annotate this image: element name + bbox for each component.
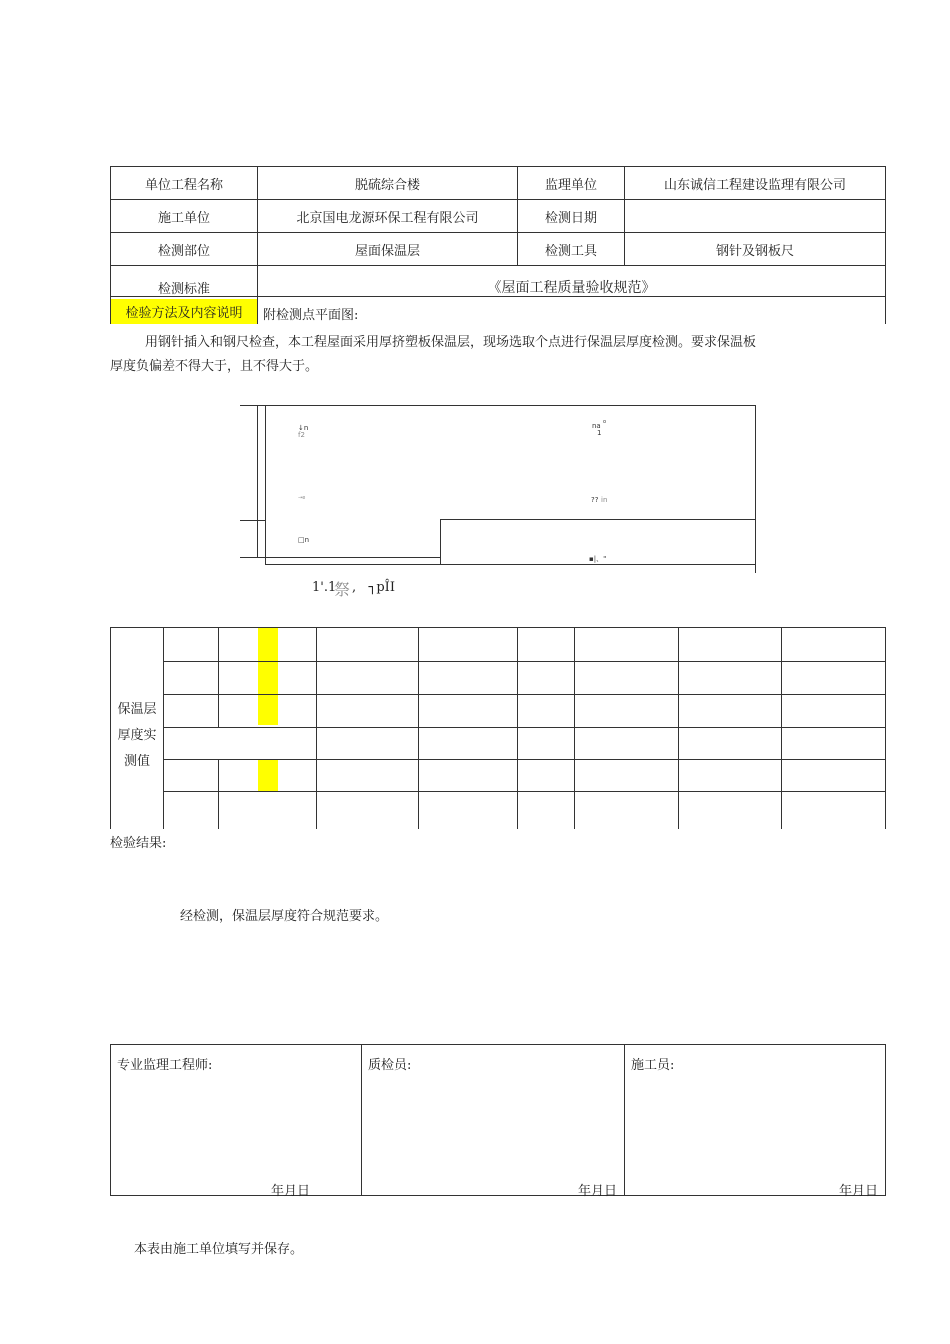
unit-project-value: 脱硫综合楼 <box>354 177 420 193</box>
standard-value: 《屋面工程质量验收规范》 <box>487 280 656 296</box>
plan-mark-bottom-left: □n <box>298 536 310 544</box>
engineer-date: 年月日 <box>271 1184 311 1199</box>
plan-mark-mid-right: ?? <box>591 496 599 504</box>
result-text: 经检测，保温层厚度符合规范要求。 <box>180 909 389 924</box>
measure-row-label-1: 保温层 <box>117 702 157 717</box>
plan-mark-top-right-sub: 1 <box>597 429 602 437</box>
plan-mark-top-right: na <box>592 422 601 430</box>
measure-row-label-3: 测值 <box>123 754 150 769</box>
builder-date: 年月日 <box>839 1184 879 1199</box>
qc-date: 年月日 <box>578 1184 618 1199</box>
qc-label: 质检员: <box>368 1058 412 1073</box>
standard-label: 检测标准 <box>157 281 210 297</box>
result-label: 检验结果: <box>110 836 167 851</box>
footer-note: 本表由施工单位填写并保存。 <box>134 1242 304 1257</box>
plan-mark-mid-left: →e <box>298 495 306 501</box>
plan-mark-mid-right-suffix: in <box>601 496 608 504</box>
supervisor-value: 山东诚信工程建设监理有限公司 <box>663 177 846 193</box>
engineer-label: 专业监理工程师: <box>117 1058 213 1073</box>
tool-value: 钢针及钢板尺 <box>715 243 794 259</box>
plan-caption-c: , ┐pÎI <box>352 580 395 595</box>
plan-mark-top-left-sub: f2 <box>298 431 305 439</box>
method-label: 检验方法及内容说明 <box>111 299 257 324</box>
highlight-cells <box>258 628 278 725</box>
description-line-1: 用钢针插入和钢尺检查，本工程屋面采用厚挤塑板保温层，现场选取个点进行保温层厚度检测。要求保温板 <box>145 335 757 350</box>
highlight-cell <box>258 760 278 791</box>
tool-label: 检测工具 <box>544 243 597 259</box>
part-label: 检测部位 <box>157 243 210 259</box>
plan-label: 附检测点平面图: <box>263 308 359 323</box>
date-value <box>625 200 885 232</box>
plan-mark-top-left: ↓n <box>298 424 309 432</box>
contractor-label: 施工单位 <box>157 210 210 226</box>
builder-label: 施工员: <box>631 1058 675 1073</box>
contractor-value: 北京国电龙源环保工程有限公司 <box>296 210 479 226</box>
plan-mark-bottom-right: ▪|、" <box>589 555 607 563</box>
description-line-2: 厚度负偏差不得大于，且不得大于。 <box>110 359 319 374</box>
supervisor-label: 监理单位 <box>544 177 597 193</box>
plan-caption-b: 祭 <box>334 580 351 599</box>
unit-project-label: 单位工程名称 <box>144 177 223 193</box>
measure-row-label-2: 厚度实 <box>117 728 157 743</box>
plan-caption-a: 1'.1 <box>312 580 337 595</box>
date-label: 检测日期 <box>544 210 597 226</box>
part-value: 屋面保温层 <box>354 243 420 259</box>
plan-mark-top-right-sup: o <box>603 419 607 425</box>
